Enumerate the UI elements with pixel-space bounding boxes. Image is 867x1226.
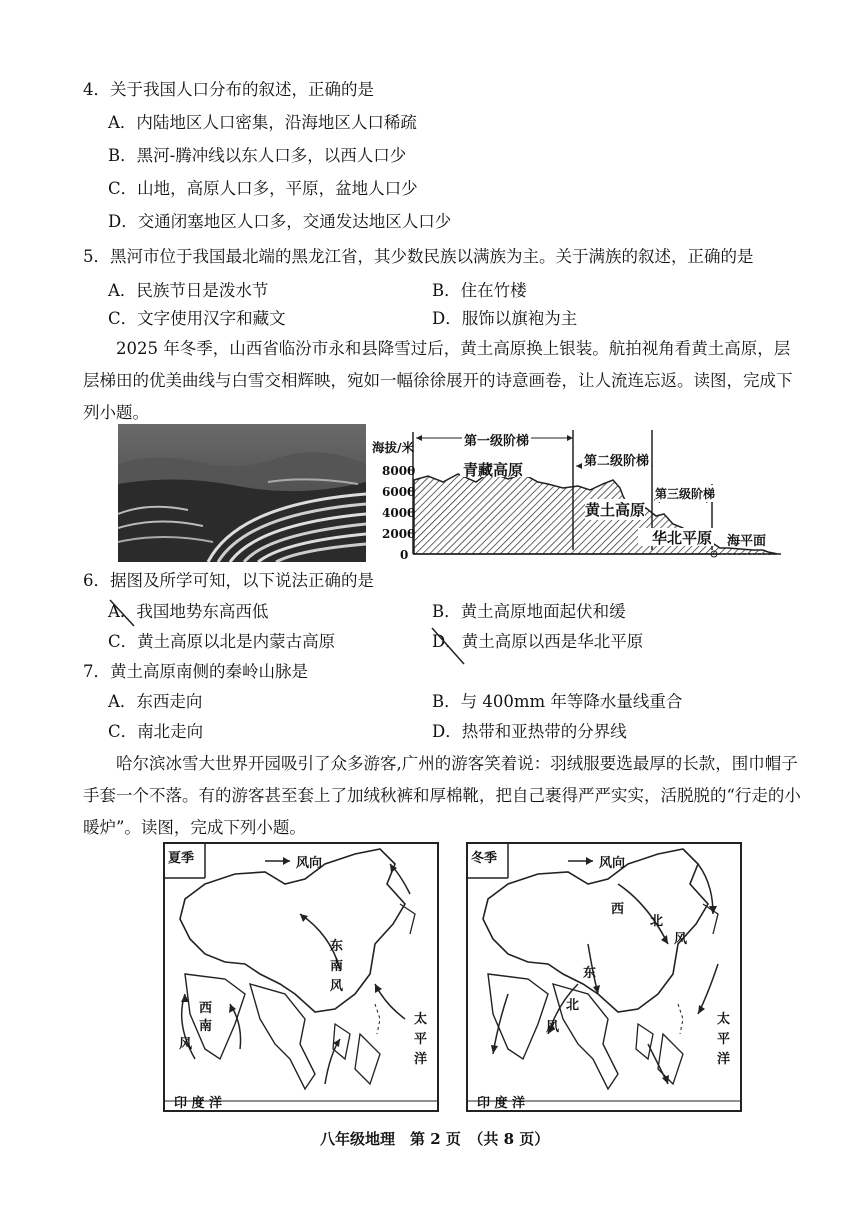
summer-wind-legend: 风向 [296, 856, 323, 871]
terrain-profile-diagram [368, 424, 788, 564]
winter-season-label: 冬季 [471, 851, 498, 866]
strike-mark-a [104, 596, 144, 630]
q6-option-a: A．我国地势东高西低 [108, 602, 269, 621]
summer-monsoon-map [163, 842, 439, 1112]
summer-sw-char-3: 风 [179, 1037, 193, 1052]
sea-level-label: 海平面 [727, 534, 767, 549]
q5-option-b: B．住在竹楼 [432, 281, 527, 300]
winter-nw-char-1: 西 [611, 902, 625, 917]
q5-option-c: C．文字使用汉字和藏文 [108, 309, 286, 328]
summer-pacific-label [414, 1010, 427, 1070]
summer-season-label: 夏季 [168, 851, 195, 866]
winter-nw-char-2: 北 [650, 914, 664, 929]
q6-option-d: D．黄土高原以西是华北平原 [432, 632, 644, 651]
q7-option-a: A．东西走向 [108, 692, 203, 711]
region-north-china-plain: 华北平原 [652, 529, 713, 547]
summer-indian-ocean-label: 印 度 洋 [174, 1096, 223, 1111]
q4-stem: 4．关于我国人口分布的叙述，正确的是 [83, 80, 374, 99]
winter-indian-ocean-label: 印 度 洋 [477, 1096, 526, 1111]
region-loess-plateau: 黄土高原 [585, 501, 646, 519]
q4-option-c: C．山地，高原人口多，平原，盆地人口少 [108, 179, 418, 198]
summer-sw-monsoon-label [179, 1000, 213, 1054]
winter-wind-legend: 风向 [599, 856, 626, 871]
winter-ne-char-2: 北 [566, 998, 580, 1013]
profile-tick-8000: 8000 [382, 464, 416, 478]
q7-option-b: B．与 400mm 年等降水量线重合 [432, 692, 683, 711]
step-3-label: 第三级阶梯 [655, 487, 716, 501]
profile-tick-2000: 2000 [382, 527, 416, 541]
summer-se-char-1: 东 [330, 939, 344, 954]
q5-option-d: D．服饰以旗袍为主 [432, 309, 578, 328]
winter-pacific-label [717, 1010, 730, 1070]
winter-nw-char-3: 风 [674, 932, 688, 947]
strike-mark-d [428, 624, 472, 668]
profile-tick-0: 0 [400, 548, 409, 562]
winter-monsoon-map [466, 842, 742, 1112]
q6-stem: 6．据图及所学可知，以下说法正确的是 [83, 571, 374, 590]
step-2-label: 第二级阶梯 [582, 450, 651, 469]
summer-pacific-char-1: 太 [414, 1012, 428, 1027]
q5-stem: 5．黑河市位于我国最北端的黑龙江省，其少数民族以满族为主。关于满族的叙述，正确的是 [83, 247, 754, 266]
q4-option-a: A．内陆地区人口密集，沿海地区人口稀疏 [108, 113, 417, 132]
q4-option-d: D．交通闭塞地区人口多，交通发达地区人口少 [108, 212, 452, 231]
summer-se-char-3: 风 [330, 979, 344, 994]
passage-loess: 2025 年冬季，山西省临汾市永和县降雪过后，黄土高原换上银装。航拍视角看黄土高原，层层梯田的优美曲线与白雪交相辉映，宛如一幅徐徐展开的诗意画卷，让人流连忘返。读图，完成下列小题。 [83, 339, 793, 422]
summer-pacific-char-2: 平 [414, 1032, 428, 1047]
region-qinghai-tibet: 青藏高原 [463, 461, 524, 479]
q5-option-a: A．民族节日是泼水节 [108, 281, 269, 300]
q6-option-c: C．黄土高原以北是内蒙古高原 [108, 632, 336, 651]
winter-ne-char-3: 风 [546, 1020, 560, 1035]
winter-pacific-char-2: 平 [717, 1032, 731, 1047]
q7-stem: 7．黄土高原南侧的秦岭山脉是 [83, 662, 308, 681]
winter-pacific-char-3: 洋 [717, 1052, 731, 1067]
profile-y-axis-label: 海拔/米 [372, 440, 415, 455]
winter-pacific-char-1: 太 [717, 1012, 731, 1027]
summer-se-monsoon-label [330, 937, 343, 997]
page-footer: 八年级地理 第 2 页 （共 8 页） [320, 1130, 550, 1148]
q6-option-b: B．黄土高原地面起伏和缓 [432, 602, 626, 621]
q7-option-d: D．热带和亚热带的分界线 [432, 722, 627, 741]
summer-se-char-2: 南 [330, 959, 344, 974]
winter-ne-char-1: 东 [583, 966, 597, 981]
summer-sw-char-1: 西 [199, 1001, 213, 1016]
passage-harbin: 哈尔滨冰雪大世界开园吸引了众多游客,广州的游客笑着说：羽绒服要选最厚的长款，围巾帽子手套一个不落。有的游客甚至套上了加绒秋裤和厚棉靴，把自己裹得严严实实，活脱脱的“行走的小暖炉”。读图，完成下列小题。 [83, 754, 801, 837]
summer-sw-char-2: 南 [199, 1019, 213, 1034]
profile-tick-4000: 4000 [382, 506, 416, 520]
summer-pacific-char-3: 洋 [414, 1052, 428, 1067]
q4-option-b: B．黑河-腾冲线以东人口多，以西人口少 [108, 146, 407, 165]
profile-y-ticks [382, 461, 415, 566]
profile-tick-6000: 6000 [382, 485, 416, 499]
terraced-fields-photo [118, 424, 366, 562]
step-1-label: 第一级阶梯 [462, 430, 531, 449]
q7-option-c: C．南北走向 [108, 722, 204, 741]
